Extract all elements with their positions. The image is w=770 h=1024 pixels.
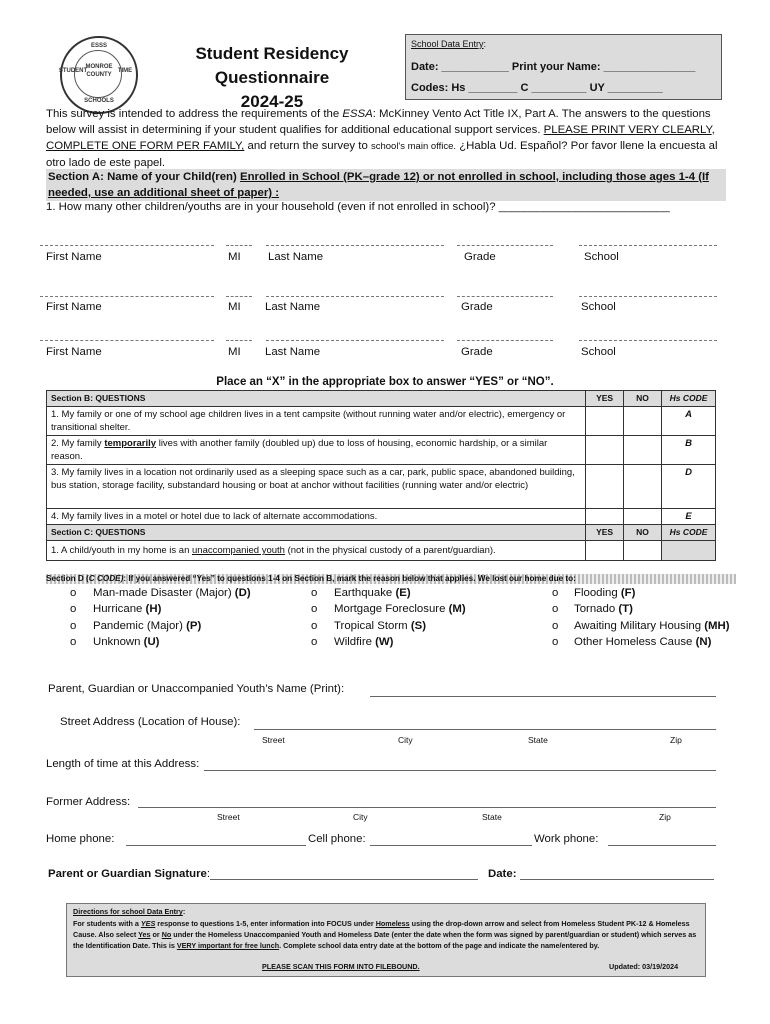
section-c-header-row [47,525,716,541]
q1-code: A [662,407,716,436]
work-phone-label: Work phone: [534,833,599,845]
signature-label [48,868,210,880]
section-d-text-1: Section D ( [46,574,89,583]
intro-paragraph [46,106,726,171]
reason-option [334,620,426,632]
reason-option [334,587,411,599]
section-d-heading [46,574,736,584]
reason-checkbox[interactable]: o [311,587,318,599]
child-2-mi-label: MI [228,301,241,313]
c-q1-no-box[interactable] [624,541,662,561]
length-input[interactable] [204,770,716,771]
q4-code: E [662,509,716,525]
entry-codes-line[interactable]: Codes: Hs ________ C _________ UY _________ [411,82,663,94]
school-data-entry-label: School Data Entry [411,39,484,49]
intro-text-2: : McKinney Vento Act Title IX, Part A. The answers to the questions below will assist in determining if your student qualifies for additional educational support services. [46,108,711,136]
reason-code: (MH) [704,620,730,632]
q1-no-box[interactable] [624,407,662,436]
child-3-school-label: School [581,346,616,358]
section-b-q3: 3. My family lives in a location not ordinarily used as a sleeping space such as a car, park, public space, abandoned building, bus station, storage facility, substandard housing or boat at anchor without facilities (running water and/or electric) [47,465,586,509]
directions-title [73,906,699,918]
child-1-mi-label: MI [228,251,241,263]
seal-left-text: STUDENT [58,68,88,74]
reason-checkbox[interactable]: o [552,636,559,648]
question-1-household[interactable]: 1. How many other children/youths are in your household (even if not enrolled in school)? ___________________________ [46,201,670,213]
home-phone-label: Home phone: [46,833,115,845]
section-a-heading [46,169,726,201]
q4-no-box[interactable] [624,509,662,525]
c-q1-code [662,541,716,561]
parent-name-label: Parent, Guardian or Unaccompanied Youth’s Name (Print): [48,683,345,695]
intro-one-form: COMPLETE ONE FORM PER FAMILY, [46,140,245,152]
child-2-grade-input[interactable] [457,296,553,297]
directions-body [73,918,699,951]
child-1-first-input[interactable] [40,245,214,246]
intro-print-clearly: PLEASE PRINT VERY CLEARLY [543,124,712,136]
child-2-mi-input[interactable] [226,296,252,297]
q3-code: D [662,465,716,509]
reason-code: (E) [395,587,411,599]
reason-code: (H) [145,603,162,615]
page-title [140,42,404,114]
c-q1-yes-box[interactable] [586,541,624,561]
table-row [47,541,716,561]
reason-checkbox[interactable]: o [311,603,318,615]
seal-mid-text-1: MONROE [85,64,113,70]
signature-input[interactable] [210,879,478,880]
reason-code: (M) [448,603,466,615]
reason-option [93,603,161,615]
reason-name: Tornado [574,603,619,615]
section-d-code: C CODE) [88,574,124,583]
signature-label-text: Parent or Guardian Signature [48,868,207,880]
state-sublabel-1: State [528,735,548,745]
intro-text-1: This survey is intended to address the requirements of the [46,108,343,120]
reason-code: (D) [234,587,251,599]
section-c-code-header: Hs CODE [662,525,716,541]
child-2-first-label: First Name [46,301,102,313]
school-data-entry-heading [411,39,486,49]
child-2-last-input[interactable] [266,296,444,297]
child-2-grade-label: Grade [461,301,493,313]
length-label: Length of time at this Address: [46,758,200,770]
q2-text-a: 2. My family [51,438,105,449]
place-x-instruction: Place an “X” in the appropriate box to answer “YES” or “NO”. [216,376,554,388]
section-c-yes-header: YES [586,525,624,541]
section-b-header: Section B: QUESTIONS [47,391,586,407]
home-phone-input[interactable] [126,845,306,846]
q4-yes-box[interactable] [586,509,624,525]
dir-homeless: Homeless [375,919,410,928]
c-q1-unaccompanied: unaccompanied youth [192,545,285,556]
state-sublabel-2: State [482,812,502,822]
child-3-mi-input[interactable] [226,340,252,341]
c-q1-text-a: 1. A child/youth in my home is an [51,545,192,556]
questions-table [46,390,716,561]
cell-phone-label: Cell phone: [308,833,366,845]
child-2-school-label: School [581,301,616,313]
school-seal [60,36,138,114]
child-1-grade-input[interactable] [457,245,553,246]
q1-yes-box[interactable] [586,407,624,436]
table-row [47,436,716,465]
reason-option [574,620,730,632]
child-3-first-label: First Name [46,346,102,358]
q2-no-box[interactable] [624,436,662,465]
dir-p6: . Complete school data entry date at the bottom of the page and indicate the name/entered by. [279,941,600,950]
cell-phone-input[interactable] [370,845,532,846]
reason-option [334,603,466,615]
section-b-header-row [47,391,716,407]
section-c-no-header: NO [624,525,662,541]
intro-text-3: , [711,124,715,136]
section-b-q1: 1. My family or one of my school age children lives in a tent campsite (without running water and/or electric), emergency or transitional shelter. [47,407,586,436]
reason-name: Pandemic (Major) [93,620,187,632]
table-row [47,465,716,509]
entry-date-name-line[interactable]: Date: ___________ Print your Name: _______________ [411,61,696,73]
intro-text-4: and return the survey to [244,140,371,152]
dir-p5: under the Homeless Unaccompanied Youth and Homeless Date (enter the date when the form was signed by parent/guardian or student) which serves as the Identification Date. This is [73,930,697,950]
intro-text-5: ¿Habla Ud. Español? Por favor llene la encuesta al otro lado de este papel. [46,140,718,169]
dir-important: VERY important for free lunch [176,941,280,950]
street-address-label: Street Address (Location of House): [60,716,241,728]
child-3-school-input[interactable] [579,340,717,341]
city-sublabel-2: City [353,812,368,822]
updated-date: Updated: 03/19/2024 [609,962,679,971]
directions-title-text: Directions for school Data Entry [73,907,183,916]
section-a-title: Section A: Name of your Child(ren) [48,171,240,183]
school-data-entry-colon: : [483,39,487,49]
reason-checkbox[interactable]: o [70,636,77,648]
q3-no-box[interactable] [624,465,662,509]
reason-name: Man-made Disaster (Major) [93,587,235,599]
reason-code: (W) [375,636,394,648]
former-address-input[interactable] [138,807,716,808]
reason-name: Hurricane [93,603,146,615]
reason-code: (F) [620,587,636,599]
section-b-yes-header: YES [586,391,624,407]
child-1-school-input[interactable] [579,245,717,246]
q2-text-b: lives with another family (doubled up) due to loss of housing, economic hardship, or a similar reason. [51,438,548,462]
dir-yes2: Yes [138,930,151,939]
title-line-1: Student Residency Questionnaire [195,44,349,87]
street-sublabel-1: Street [262,735,285,745]
child-3-last-label: Last Name [265,346,321,358]
reason-checkbox[interactable]: o [552,587,559,599]
reason-code: (T) [618,603,633,615]
section-d-text-2: : If you answered “Yes” to questions 1-4 on Section B, mark the reason below that applies. We lost our home due to: [123,574,576,583]
q2-temporarily: temporarily [104,438,157,449]
reason-option [93,620,201,632]
reason-option [574,587,635,599]
section-c-header: Section C: QUESTIONS [47,525,586,541]
dir-p1: For students with a [73,919,141,928]
reason-name: Wildfire [334,636,376,648]
signature-colon: : [206,868,211,880]
child-1-grade-label: Grade [464,251,496,263]
street-address-input[interactable] [254,729,716,730]
dir-p3: using the drop-down arrow and select from Homeless Student PK-12 & Homeless Cause. Also select [73,919,690,939]
zip-sublabel-2: Zip [659,812,671,822]
dir-p4: or [150,930,162,939]
reason-name: Flooding [574,587,621,599]
c-q1-text-b: (not in the physical custody of a parent/guardian). [284,545,496,556]
reason-code: (N) [695,636,712,648]
q2-code: B [662,436,716,465]
q2-yes-box[interactable] [586,436,624,465]
directions-box [66,903,706,977]
reason-option [334,636,393,648]
intro-essa: ESSA [342,108,373,120]
seal-bottom-text: SCHOOLS [84,98,114,104]
child-3-grade-input[interactable] [457,340,553,341]
reason-option [574,636,711,648]
child-1-mi-input[interactable] [226,245,252,246]
child-3-last-input[interactable] [266,340,444,341]
table-row [47,407,716,436]
reason-checkbox[interactable]: o [311,636,318,648]
reason-checkbox[interactable]: o [552,620,559,632]
reason-code: (U) [143,636,160,648]
reason-checkbox[interactable]: o [311,620,318,632]
dir-no: No [161,930,172,939]
reason-name: Other Homeless Cause [574,636,696,648]
work-phone-input[interactable] [608,845,716,846]
reason-code: (S) [410,620,426,632]
reason-name: Unknown [93,636,144,648]
seal-top-text: ESSS [90,43,107,49]
reason-name: Mortgage Foreclosure [334,603,449,615]
directions-colon: : [182,907,186,916]
table-row [47,509,716,525]
reason-name: Tropical Storm [334,620,411,632]
reason-checkbox[interactable]: o [70,620,77,632]
reason-option [574,603,633,615]
child-3-first-input[interactable] [40,340,214,341]
parent-name-input[interactable] [370,696,716,697]
dir-p2: response to questions 1-5, enter information into FOCUS under [155,919,376,928]
intro-main-office: school's main office. [370,141,457,152]
reason-name: Awaiting Military Housing [574,620,705,632]
q3-yes-box[interactable] [586,465,624,509]
section-a-enrolled: Enrolled in School (PK–grade 12) or not enrolled in school, including those ages 1-4 (If needed, use an additional sheet of paper) : [48,171,709,199]
child-1-first-label: First Name [46,251,102,263]
reason-checkbox[interactable]: o [552,603,559,615]
city-sublabel-1: City [398,735,413,745]
child-3-grade-label: Grade [461,346,493,358]
street-sublabel-2: Street [217,812,240,822]
seal-right-text: TIME [117,68,133,74]
reason-checkbox[interactable]: o [70,603,77,615]
reason-name: Earthquake [334,587,396,599]
child-1-last-label: Last Name [268,251,324,263]
scan-instruction: PLEASE SCAN THIS FORM INTO FILEBOUND. [262,962,420,971]
child-1-school-label: School [584,251,619,263]
reason-option [93,636,159,648]
child-2-school-input[interactable] [579,296,717,297]
section-b-code-header: Hs CODE [662,391,716,407]
zip-sublabel-1: Zip [670,735,682,745]
signature-date-input[interactable] [520,879,714,880]
child-1-last-input[interactable] [266,245,444,246]
reason-checkbox[interactable]: o [70,587,77,599]
reason-code: (P) [186,620,202,632]
reason-option [93,587,251,599]
section-b-q4: 4. My family lives in a motel or hotel due to lack of alternate accommodations. [47,509,586,525]
seal-mid-text-2: COUNTY [86,72,112,78]
child-2-last-label: Last Name [265,301,321,313]
signature-date-label: Date: [488,868,517,880]
child-3-mi-label: MI [228,346,241,358]
section-b-no-header: NO [624,391,662,407]
child-2-first-input[interactable] [40,296,214,297]
dir-yes: YES [140,919,156,928]
title-line-2: 2024-25 [240,92,304,111]
section-b-q2 [47,436,586,465]
section-c-q1 [47,541,586,561]
former-address-label: Former Address: [46,796,131,808]
school-data-entry-box [405,34,722,100]
